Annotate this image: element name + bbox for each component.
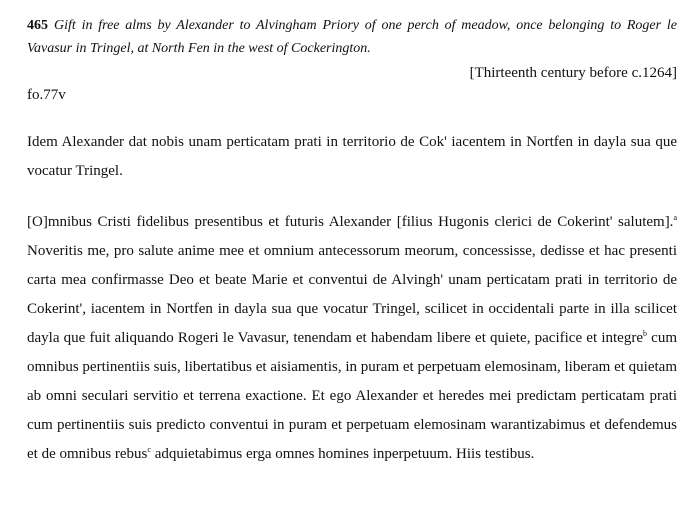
entry-title: Gift in free alms by Alexander to Alvingham Priory of one perch of meadow, once belonging to Roger le Vavasur in Tringel, at North Fen in the west of Cockerington. [27,18,677,56]
entry-heading [27,14,677,60]
footnote-marker-a: a [673,213,677,222]
charter-paragraph [27,208,677,469]
footnote-marker-c: c [147,445,151,454]
charter-text-part1: [O]mnibus Cristi fidelibus presentibus et futuris Alexander [filius Hugonis clerici de Cokerint' salutem]. [27,214,674,230]
charter-text-part3: cum omnibus pertinentiis suis, libertatibus et aisiamentis, in puram et perpetuam elemosinam, liberam et quietam ab omni seculari servitio et terrena exactione. Et ego Alexander et heredes mei predictam perticatam prati cum pertinentiis suis predicto conventui in puram et perpetuam elemosinam warantizabimus et defendemus et de omnibus rebus [27,330,678,462]
entry-date: [Thirteenth century before c.1264] [469,65,677,81]
entry-number: 465 [27,18,48,33]
charter-text-part2: Noveritis me, pro salute anime mee et omnium antecessorum meorum, concessisse, dedisse et hac presenti carta mea confirmasse Deo et beate Marie et conventui de Alvingh' unam perticatam prati in territorio de Cokerint', iacentem in Nortfen in dayla sua que vocatur Tringel, scilicet in occidentali parte in illa scilicet dayla que fuit aliquando Rogeri le Vavasur, tenendam et habendam libere et quiete, pacifice et integre [27,243,677,346]
charter-text-part4: adquietabimus erga omnes homines inperpetuum. Hiis testibus. [150,446,535,462]
summary-paragraph: Idem Alexander dat nobis unam perticatam prati in territorio de Cok' iacentem in Nortfen in dayla sua que vocatur Tringel. [27,134,677,179]
folio-reference: fo.77v [27,87,66,103]
footnote-marker-b: b [642,329,647,338]
document-page [27,14,677,469]
